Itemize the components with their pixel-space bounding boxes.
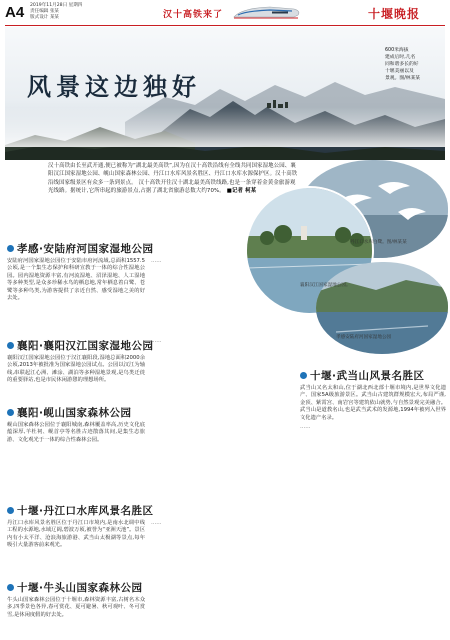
intro-text: 汉十高铁由长至武开通,便已被称为“湖北最美高铁”,因为在汉十高铁沿线有全线共同国家湿地公园、襄阳汉江国家湿地公园、岘山国家森林公园、丹江口水库风景名胜区、丹江口水库水源保护区。汉十高铁沿线国家级景区有众多一条到景点。 [48, 163, 298, 186]
section-title: 十堰·丹江口水库风景名胜区 [7, 503, 145, 518]
middle-column-text-3: …… [151, 520, 162, 526]
section-niutoushan [7, 580, 145, 619]
section-xianshan [7, 405, 145, 444]
section-body: 牛头山国家森林公园位于十堰市,森林资源丰富,古树名木众多,四季景色各异,春可赏花、夏可避暑、秋可观叶、冬可赏雪,是休闲度假的好去处。 [7, 597, 145, 618]
bullet-icon [7, 584, 14, 591]
section-body: 安陆府河国家湿地公园位于安陆市府河流域,总面积1557.5公顷,是一个集生态保护和科研宣教于一体的综合性湿地公园。园内湿地资源丰富,有河流湿地、沼泽湿地、人工湿地等多种类型,是众多珍稀水鸟的栖息地,常年栖息着白鹭、苍鹭等多种鸟类,为游客提供了亲近自然、感受湿地之美的好去处。 [7, 258, 145, 302]
photo-caption-1: 丹江口水库白鹭。图/林某某 [350, 240, 407, 245]
bullet-icon [7, 507, 14, 514]
photo-caption-2: 襄阳汉江国家湿地公园。 [300, 283, 351, 288]
header-meta: 2019年11月28日 星期四 责任编辑 张某 版式设计 某某 [30, 3, 83, 20]
section-title: 十堰·牛头山国家森林公园 [7, 580, 145, 595]
section-wudangshan [300, 368, 446, 431]
section-title: 十堰·武当山风景名胜区 [300, 368, 446, 383]
section-title: 襄阳·襄阳汉江国家湿地公园 [7, 338, 145, 353]
photo-caption-3: 孝感安陆府河国家湿地公园 [336, 335, 392, 340]
section-body-continued: …… [300, 424, 311, 431]
train-icon [232, 2, 302, 22]
byline: ■记者 柯某 [226, 187, 257, 194]
intro-text-2: 汉十高铁开往汉十湖北最美高铁线路,也是一条穿着金黄金旅游观光线路。据统计,它所串起的旅游景点,占据了湖北省旅游总数大约70%。 [48, 179, 296, 194]
intro-paragraph [48, 162, 298, 195]
section-danjiangkou [7, 503, 154, 550]
section-title: 孝感·安陆府河国家湿地公园 [7, 241, 145, 256]
bullet-icon [300, 372, 307, 379]
hero-banner [5, 27, 445, 160]
section-body: 武当山又名太和山,位于湖北西北部十堰市境内,是世界文化遗产、国家5A级旅游景区。武当山古建筑群规模宏大,布局严谨,金顶、紫霄宫、南岩宫等建筑依山就势,与自然景观完美融合。武当山是道教名山,也是武当武术的发源地,1994年被列入世界文化遗产名录。 [300, 385, 446, 421]
header-divider [5, 25, 445, 26]
middle-column-text-1: …… [151, 258, 162, 264]
section-title: 襄阳·岘山国家森林公园 [7, 405, 145, 420]
section-body: 襄阳汉江国家湿地公园位于汉江襄阳段,湿地总面积2000余公顷,2013年被批准为国家湿地公园试点。公园以汉江为轴线,串联起江心洲、滩涂、湖泊等多种湿地景观,是鸟类迁徙的重要驿站,也是市民休闲游憩的理想场所。 [7, 355, 145, 384]
hero-caption: 600米海拔 建成后时,几名 同和谐多长的好 十堰美丽以及 景观。图/林某某 [385, 48, 421, 81]
middle-column-text-2: …… [151, 338, 162, 344]
feature-title: 风景这边独好 [27, 72, 201, 101]
page-number: A4 [5, 4, 25, 21]
bullet-icon [7, 245, 14, 252]
bullet-icon [7, 342, 14, 349]
section-xiangyang-wetland [7, 338, 154, 385]
masthead: 十堰晚报 [368, 7, 421, 21]
section-xiaogan [7, 241, 154, 302]
bullet-icon [7, 409, 14, 416]
section-body: 岘山国家森林公园位于襄阳城南,森林覆盖率高,历史文化底蕴深厚,羊杜祠、岘首亭等名胜古迹散落其间,是集生态旅游、文化观光于一体的综合性森林公园。 [7, 422, 145, 443]
page-header [0, 0, 450, 26]
header-slogan: 汉十高铁来了 [163, 10, 224, 20]
section-body: 丹江口水库风景名胜区位于丹江口市境内,是南水北调中线工程的水源地,水域辽阔,碧波万顷,被誉为“亚洲天池”。景区内有小太平洋、沧浪海旅游港、武当山太极湖等景点,每年吸引大量游客前来观光。 [7, 520, 145, 549]
